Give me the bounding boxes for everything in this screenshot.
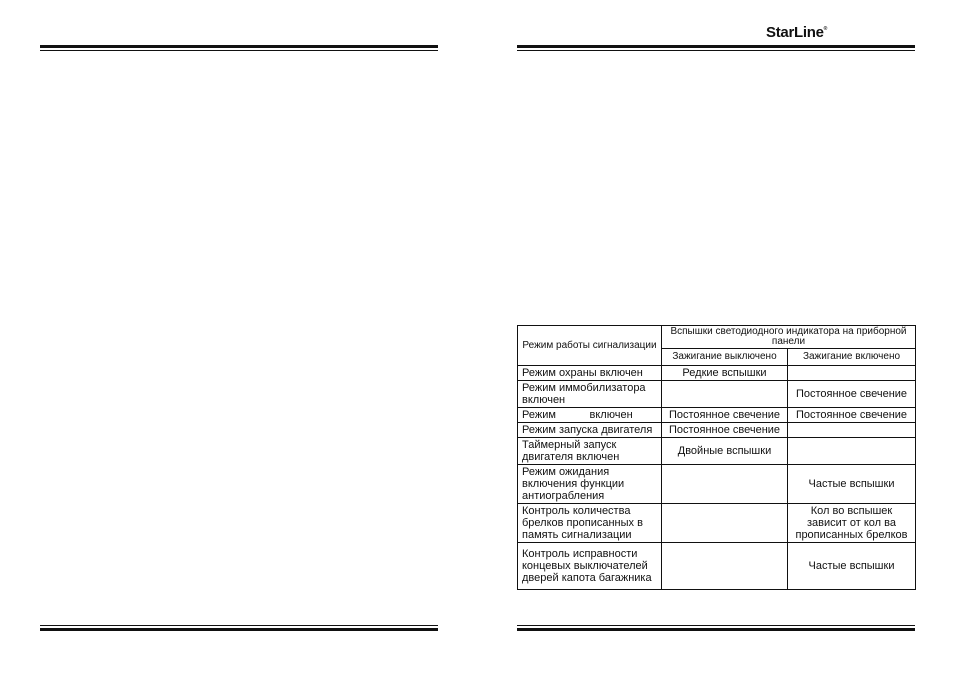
ignition-off-cell: Постоянное свечение: [662, 408, 788, 423]
mode-cell: Режим ожидания включения функции антиограбления: [518, 465, 662, 504]
ignition-off-cell: [662, 381, 788, 408]
left-bottom-rule-thick: [40, 628, 438, 631]
header-ignition-off: Зажигание выключено: [662, 349, 788, 366]
ignition-on-cell: [788, 423, 916, 438]
indicator-modes-table: [517, 325, 916, 590]
mode-cell: Таймерный запуск двигателя включен: [518, 438, 662, 465]
ignition-on-cell: Постоянное свечение: [788, 408, 916, 423]
table-row: [518, 423, 916, 438]
table-row: [518, 366, 916, 381]
mode-cell: Режим запуска двигателя: [518, 423, 662, 438]
ignition-on-cell: Частые вспышки: [788, 465, 916, 504]
ignition-off-cell: [662, 465, 788, 504]
table-row: [518, 381, 916, 408]
mode-cell: Контроль исправности концевых выключателей дверей капота багажника: [518, 543, 662, 590]
ignition-on-cell: Частые вспышки: [788, 543, 916, 590]
header-mode: Режим работы сигнализации: [518, 326, 662, 366]
ignition-on-cell: Кол во вспышек зависит от кол ва прописанных брелков: [788, 504, 916, 543]
ignition-on-cell: [788, 366, 916, 381]
right-bottom-rule-thick: [517, 628, 915, 631]
table-row: [518, 465, 916, 504]
mode-cell: Режим включен: [518, 408, 662, 423]
table-row: [518, 408, 916, 423]
left-top-rule-thick: [40, 45, 438, 48]
right-top-rule-thick: [517, 45, 915, 48]
right-bottom-rule-thin: [517, 625, 915, 626]
table-header-row: [518, 326, 916, 349]
mode-cell: Режим охраны включен: [518, 366, 662, 381]
brand-logo: StarLine®: [766, 24, 828, 41]
left-top-rule-thin: [40, 50, 438, 51]
ignition-off-cell: [662, 504, 788, 543]
mode-cell: Режим иммобилизатора включен: [518, 381, 662, 408]
header-ignition-on: Зажигание включено: [788, 349, 916, 366]
table-row: [518, 504, 916, 543]
ignition-off-cell: Редкие вспышки: [662, 366, 788, 381]
ignition-off-cell: Двойные вспышки: [662, 438, 788, 465]
header-indicator: Вспышки светодиодного индикатора на приборной панели: [662, 326, 916, 349]
ignition-on-cell: Постоянное свечение: [788, 381, 916, 408]
table-row: [518, 543, 916, 590]
mode-cell: Контроль количества брелков прописанных в память сигнализации: [518, 504, 662, 543]
right-top-rule-thin: [517, 50, 915, 51]
ignition-off-cell: Постоянное свечение: [662, 423, 788, 438]
table-row: [518, 438, 916, 465]
ignition-on-cell: [788, 438, 916, 465]
ignition-off-cell: [662, 543, 788, 590]
left-bottom-rule-thin: [40, 625, 438, 626]
